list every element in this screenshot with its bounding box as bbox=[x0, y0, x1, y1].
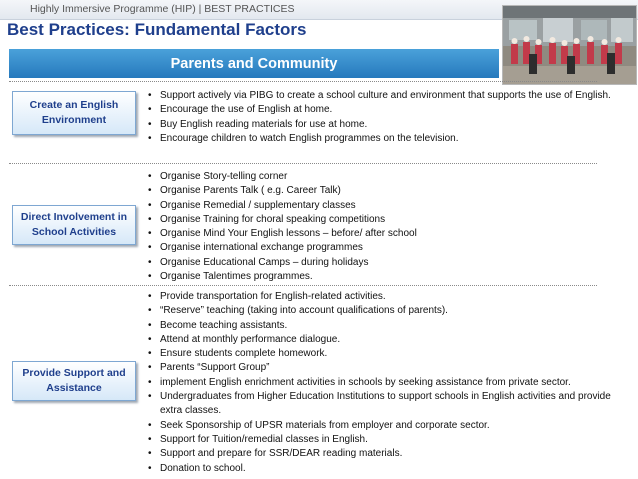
list-item: • Attend at monthly performance dialogue. bbox=[147, 333, 612, 347]
section-label-involvement: Direct Involvement in School Activities bbox=[12, 205, 136, 245]
section-label-environment: Create an English Environment bbox=[12, 91, 136, 135]
divider bbox=[9, 163, 597, 164]
list-item: • Organise Educational Camps – during holidays bbox=[147, 256, 612, 270]
list-item: • Encourage children to watch English programmes on the television. bbox=[147, 132, 612, 146]
list-item: • “Reserve” teaching (taking into account qualifications of parents). bbox=[147, 304, 612, 318]
list-item: • implement English enrichment activities in schools by seeking assistance from private sector. bbox=[147, 376, 612, 390]
list-item: • Become teaching assistants. bbox=[147, 319, 612, 333]
list-item: • Organise Mind Your English lessons – before/ after school bbox=[147, 227, 612, 241]
list-item: • Donation to school. bbox=[147, 462, 612, 476]
list-item: • Organise Training for choral speaking competitions bbox=[147, 213, 612, 227]
page-title: Best Practices: Fundamental Factors bbox=[7, 20, 307, 39]
list-item: • Ensure students complete homework. bbox=[147, 347, 612, 361]
list-item: • Parents “Support Group” bbox=[147, 361, 612, 375]
list-item: • Organise Parents Talk ( e.g. Career Talk) bbox=[147, 184, 612, 198]
list-item: • Organise international exchange programmes bbox=[147, 241, 612, 255]
list-item: • Organise Talentimes programmes. bbox=[147, 270, 612, 284]
list-item: • Support and prepare for SSR/DEAR reading materials. bbox=[147, 447, 612, 461]
list-item: • Organise Remedial / supplementary classes bbox=[147, 199, 612, 213]
list-item: • Seek Sponsorship of UPSR materials from employer and corporate sector. bbox=[147, 419, 612, 433]
list-item: • Support for Tuition/remedial classes in English. bbox=[147, 433, 612, 447]
list-item: • Buy English reading materials for use at home. bbox=[147, 118, 612, 132]
support-list bbox=[147, 290, 612, 476]
divider bbox=[9, 285, 597, 286]
section-banner: Parents and Community bbox=[9, 49, 499, 78]
list-item: • Encourage the use of English at home. bbox=[147, 103, 612, 117]
breadcrumb: Highly Immersive Programme (HIP) | BEST PRACTICES bbox=[30, 3, 295, 15]
section-label-support: Provide Support and Assistance bbox=[12, 361, 136, 401]
list-item: • Undergraduates from Higher Education Institutions to support schools in English activities and provide extra classes. bbox=[147, 390, 612, 419]
list-item: • Organise Story-telling corner bbox=[147, 170, 612, 184]
classroom-photo bbox=[502, 5, 637, 85]
list-item: • Provide transportation for English-related activities. bbox=[147, 290, 612, 304]
divider bbox=[9, 81, 597, 82]
involvement-list bbox=[147, 170, 612, 284]
list-item: • Support actively via PIBG to create a school culture and environment that supports the use of English. bbox=[147, 89, 612, 103]
environment-list bbox=[147, 89, 612, 146]
